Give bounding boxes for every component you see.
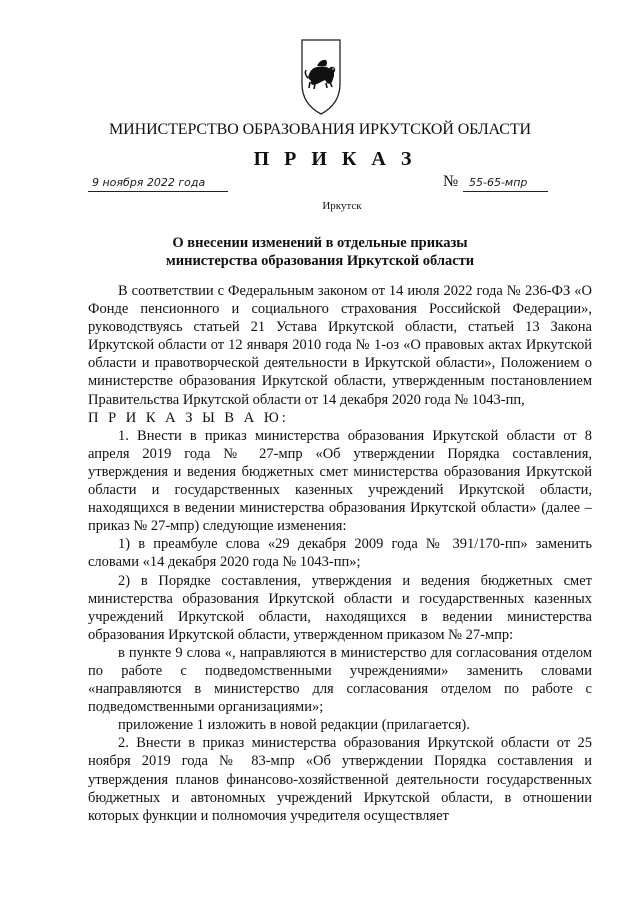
subject-line-2: министерства образования Иркутской области: [165, 253, 475, 269]
number-label: №: [443, 173, 459, 190]
order-date-field: [88, 175, 228, 192]
order-subject: [0, 234, 640, 270]
order-title: П Р И К А З: [253, 148, 417, 170]
preamble-paragraph: В соответствии с Федеральным законом от 14 июля 2022 года № 236-ФЗ «О Фонде пенсионного и социального страхования Российской Федерации», руководствуясь статьей 21 Устава Иркутской области, статьей 13 Закона Иркутской области от 12 января 2010 года № 1-оз «О правовых актах Иркутской области и правотворческой деятельности в Иркутской области», Положением о министерстве образования Иркутской области, утвержденным постановлением Правительства Иркутской области от 14 декабря 2020 года № 1043-пп,: [88, 283, 592, 408]
appendix-paragraph: приложение 1 изложить в новой редакции (прилагается).: [118, 717, 470, 734]
point-9-paragraph: в пункте 9 слова «, направляются в министерство для согласования отделом по работе с подведомственными учреждениями» заменить словами «направляются в министерство для согласования отделом по работе с подведомственными организациями»;: [88, 644, 592, 716]
prikazyvayu-heading: П Р И К А З Ы В А Ю:: [88, 409, 289, 426]
coat-of-arms-icon: [299, 38, 343, 116]
subject-line-1: О внесении изменений в отдельные приказы: [172, 235, 468, 251]
subitem-1-paragraph: 1) в преамбуле слова «29 декабря 2009 года № 391/170-пп» заменить словами «14 декабря 2020 года № 1043-пп»;: [88, 536, 592, 571]
handwritten-date: 9 ноября 2022 года: [92, 176, 206, 189]
handwritten-number: 55-65-мпр: [469, 176, 528, 189]
order-body: [88, 282, 592, 825]
order-number-field: [463, 175, 548, 192]
subitem-2-paragraph: 2) в Порядке составления, утверждения и ведения бюджетных смет министерства образования Иркутской области и государственных казенных учреждений Иркутской области, находящихся в ведении министерства образования Иркутской области, утвержденном приказом № 27-мпр:: [88, 572, 592, 643]
item-2-paragraph: 2. Внести в приказ министерства образования Иркутской области от 25 ноября 2019 года № 83-мпр «Об утверждении Порядка составления и утверждения планов финансово-хозяйственной деятельности государственных бюджетных и автономных учреждений Иркутской области, в отношении которых функции и полномочия учредителя осуществляет: [88, 735, 592, 824]
ministry-name: МИНИСТЕРСТВО ОБРАЗОВАНИЯ ИРКУТСКОЙ ОБЛАСТИ: [109, 121, 531, 138]
item-1-paragraph: 1. Внести в приказ министерства образования Иркутской области от 8 апреля 2019 года № 27-мпр «Об утверждении Порядка составления, утверждения и ведения бюджетных смет министерства образования Иркутской области и государственных казенных учреждений Иркутской области, находящихся в ведении министерства образования Иркутской области» (далее – приказ № 27-мпр) следующие изменения:: [88, 427, 592, 535]
city-name: Иркутск: [322, 200, 362, 212]
